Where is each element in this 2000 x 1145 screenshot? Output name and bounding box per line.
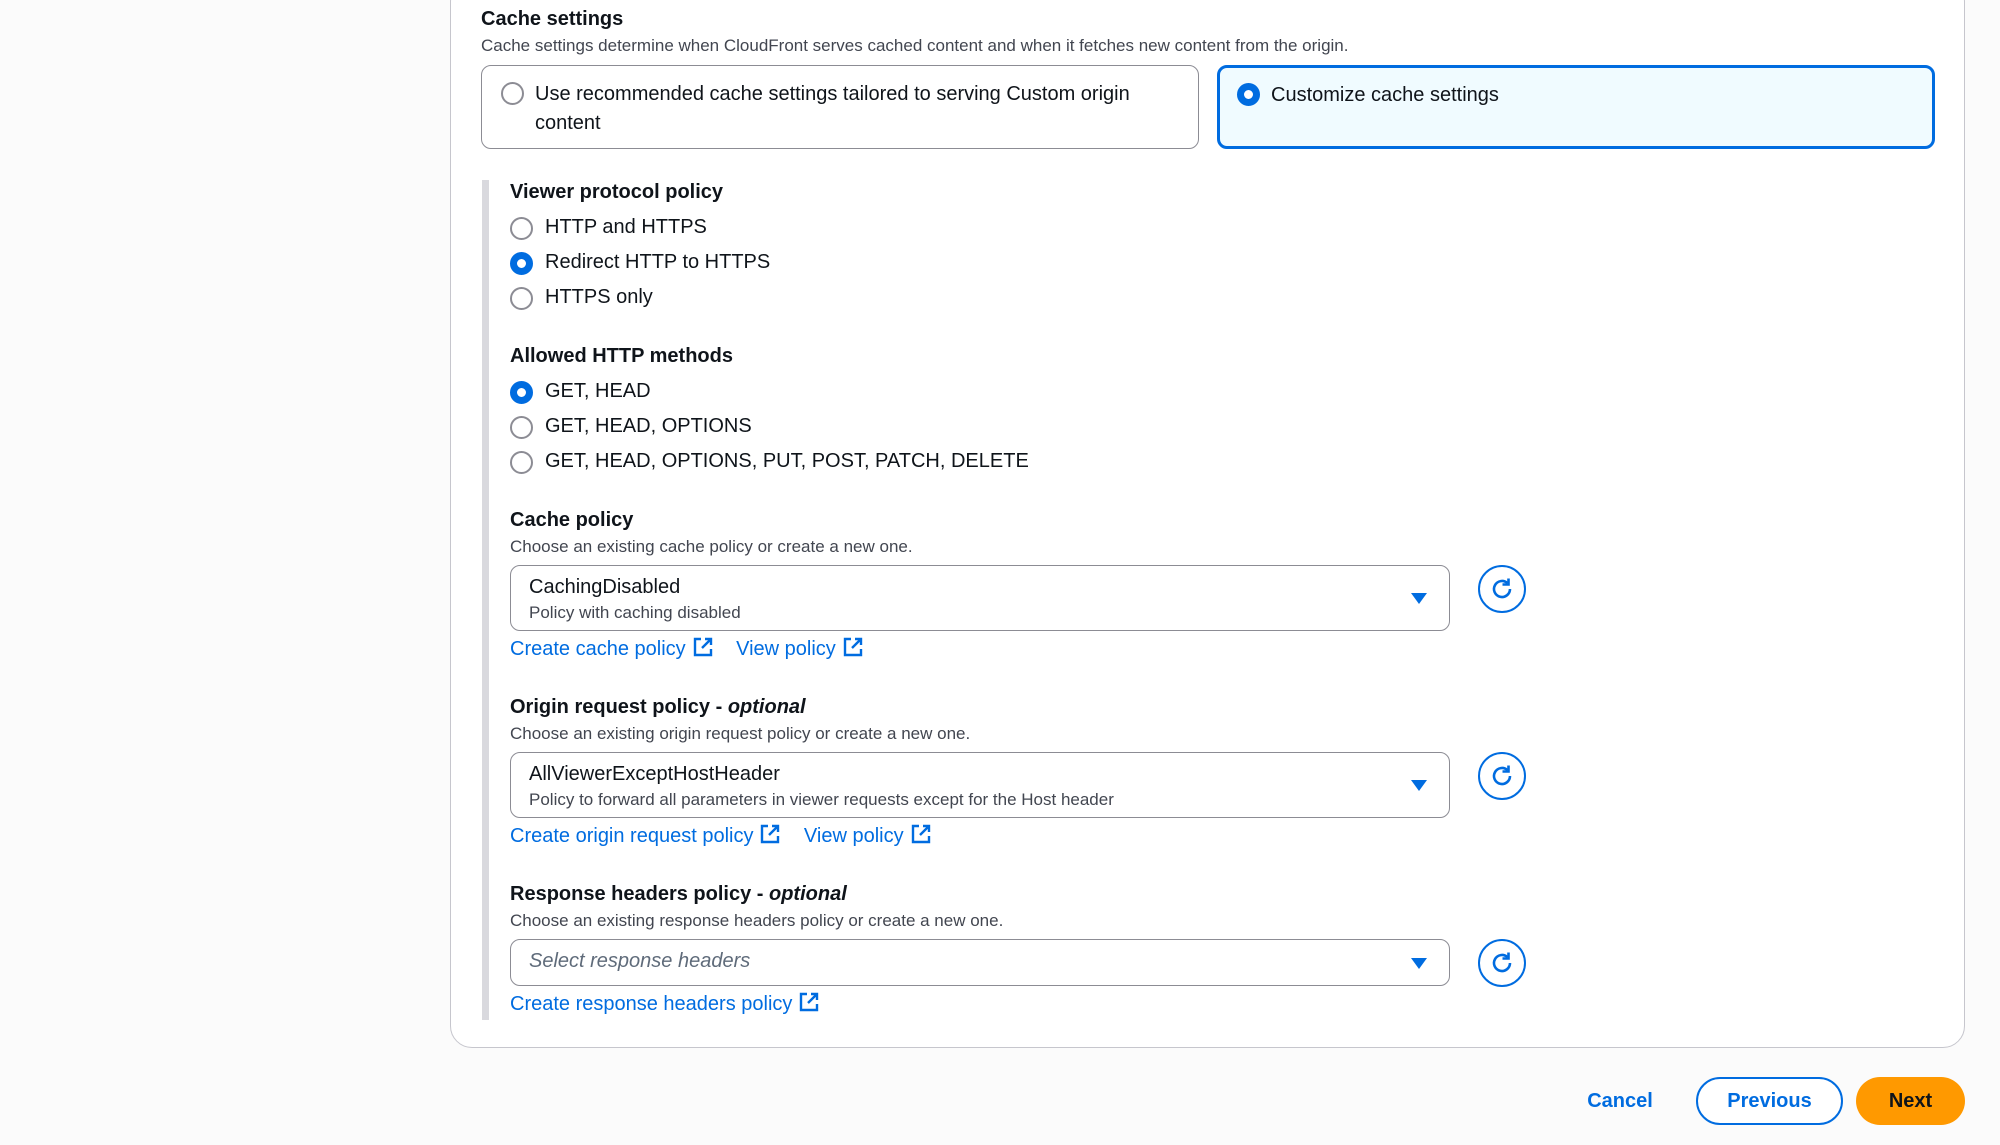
cancel-button[interactable]: Cancel — [1587, 1089, 1653, 1112]
create-cache-policy-link[interactable]: Create cache policy — [510, 638, 714, 660]
chevron-down-icon — [1411, 593, 1427, 604]
view-cache-policy-link[interactable]: View policy — [736, 638, 864, 660]
create-response-headers-policy-link[interactable]: Create response headers policy — [510, 993, 820, 1015]
response-headers-policy-title: Response headers policy - optional — [510, 883, 847, 905]
refresh-icon[interactable] — [1478, 565, 1526, 613]
cache-policy-links — [510, 636, 864, 661]
origin-request-policy-value-description: Policy to forward all parameters in viewer requests except for the Host header — [529, 790, 1114, 809]
radio-icon[interactable] — [501, 82, 524, 105]
viewer-protocol-option[interactable]: Redirect HTTP to HTTPS — [545, 251, 771, 273]
tile-customize-cache-settings[interactable] — [1217, 65, 1935, 149]
response-headers-policy-description: Choose an existing response headers policy or create a new one. — [510, 911, 1004, 930]
chevron-down-icon — [1411, 958, 1427, 969]
origin-request-policy-links — [510, 823, 932, 848]
response-headers-placeholder: Select response headers — [529, 950, 751, 972]
radio-icon[interactable] — [1237, 83, 1260, 106]
tile-recommended-label: Use recommended cache settings tailored to serving Custom origin content — [535, 83, 1130, 134]
viewer-protocol-option[interactable]: HTTPS only — [545, 286, 653, 308]
radio-icon[interactable] — [510, 451, 533, 474]
refresh-icon[interactable] — [1478, 752, 1526, 800]
radio-icon[interactable] — [510, 287, 533, 310]
cache-policy-select[interactable] — [510, 565, 1450, 631]
external-link-icon — [692, 636, 714, 658]
external-link-icon — [759, 823, 781, 845]
cache-policy-value: CachingDisabled — [529, 576, 681, 598]
create-origin-request-policy-link[interactable]: Create origin request policy — [510, 825, 781, 847]
viewer-protocol-option[interactable]: HTTP and HTTPS — [545, 216, 707, 238]
cache-settings-title: Cache settings — [481, 8, 624, 30]
response-headers-policy-links — [510, 991, 820, 1016]
response-headers-policy-select[interactable] — [510, 939, 1450, 986]
allowed-methods-option[interactable]: GET, HEAD, OPTIONS — [545, 415, 752, 437]
origin-request-policy-select[interactable] — [510, 752, 1450, 818]
radio-icon[interactable] — [510, 217, 533, 240]
previous-button[interactable]: Previous — [1696, 1077, 1843, 1125]
cache-policy-title: Cache policy — [510, 509, 634, 531]
origin-request-policy-title: Origin request policy - optional — [510, 696, 806, 718]
external-link-icon — [798, 991, 820, 1013]
section-indent-bar — [482, 180, 489, 1020]
cache-policy-value-description: Policy with caching disabled — [529, 603, 741, 622]
external-link-icon — [910, 823, 932, 845]
origin-request-policy-value: AllViewerExceptHostHeader — [529, 763, 780, 785]
cache-policy-description: Choose an existing cache policy or create a new one. — [510, 537, 913, 556]
tile-customize-label: Customize cache settings — [1271, 84, 1499, 106]
viewer-protocol-title: Viewer protocol policy — [510, 181, 724, 203]
cache-settings-description: Cache settings determine when CloudFront serves cached content and when it fetches new content from the origin. — [481, 36, 1349, 55]
radio-icon[interactable] — [510, 416, 533, 439]
refresh-icon[interactable] — [1478, 939, 1526, 987]
radio-icon[interactable] — [510, 252, 533, 275]
external-link-icon — [842, 636, 864, 658]
allowed-methods-option[interactable]: GET, HEAD — [545, 380, 651, 402]
next-button[interactable]: Next — [1856, 1077, 1965, 1125]
allowed-methods-title: Allowed HTTP methods — [510, 345, 733, 367]
tile-recommended-cache-settings[interactable] — [481, 65, 1199, 149]
allowed-methods-option[interactable]: GET, HEAD, OPTIONS, PUT, POST, PATCH, DELETE — [545, 450, 1029, 472]
radio-icon[interactable] — [510, 381, 533, 404]
chevron-down-icon — [1411, 780, 1427, 791]
view-origin-request-policy-link[interactable]: View policy — [804, 825, 932, 847]
origin-request-policy-description: Choose an existing origin request policy or create a new one. — [510, 724, 971, 743]
